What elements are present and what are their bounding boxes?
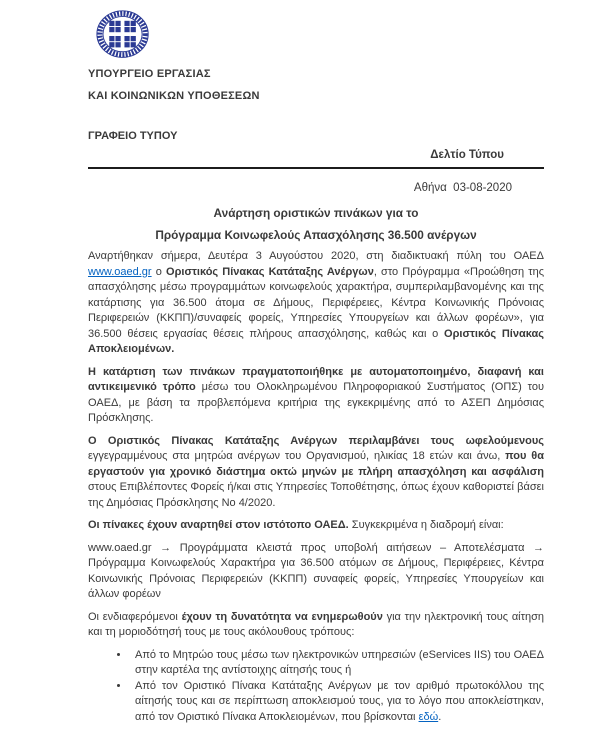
text-segment: . <box>438 710 442 723</box>
paragraph-information-options <box>88 610 544 641</box>
paragraph-tables-posted <box>88 518 544 534</box>
text-segment: Από τον Οριστικό Πίνακα Κατάταξης Ανέργων με τον αριθμό πρωτοκόλλου της αίτησής τους και σε περίπτωση αποκλεισμού τους, για το λόγο που αποκλείστηκαν, από τον Οριστικό Πίνακα Αποκλειομένων, που βρίσκονται <box>135 679 544 723</box>
text-segment: Η κατάρτιση των πινάκων πραγματοποιήθηκε με αυτοματοποιημένο, διαφανή και αντικειμενικό τρόπο <box>88 365 544 393</box>
doc-type-label: Δελτίο Τύπου <box>430 149 504 161</box>
ministry-name-line2: ΚΑΙ ΚΟΙΝΩΝΙΚΩΝ ΥΠΟΘΕΣΕΩΝ <box>88 90 260 102</box>
text-segment: Συγκεκριμένα η διαδρομή είναι: <box>348 519 504 531</box>
press-office-label: ΓΡΑΦΕΙΟ ΤΥΠΟΥ <box>88 130 178 142</box>
bullet-final-table <box>130 679 544 726</box>
text-segment: Οριστικός Πίνακας Αποκλειομένων. <box>88 327 544 355</box>
text-segment: Οριστικός Πίνακας Κατάταξης Ανέργων <box>166 265 374 278</box>
text-segment: για την ηλεκτρονική τους αίτηση και τη μοριοδότησή τους με τους ακόλουθους τρόπους: <box>88 610 544 638</box>
hellenic-republic-emblem-icon <box>95 10 152 62</box>
text-segment: www.oaed.gr → Προγράμματα κλειστά προς υποβολή αιτήσεων – Αποτελέσματα → Πρόγραμμα Κοινωφελούς Χαρακτήρα για 36.500 ατόμων σε Δήμους, Περιφέρειες, Κέντρα Κοινωνικής Πρόνοιας Περιφερειών (ΚΚΠΠ) συναφείς φορείς, Υπηρεσίες Υπουργείων και άλλων φορέων <box>88 541 544 600</box>
text-segment: στους Επιβλέποντες Φορείς ή/και στις Υπηρεσίες Τοποθέτησης, όπως έχουν καθοριστεί βάσει της Δημόσιας Πρόσκλησης Νο 4/2020. <box>88 481 544 509</box>
text-segment: που θα εργαστούν για χρονικό διάστημα οκτώ μηνών με πλήρη απασχόληση και ασφάλιση <box>88 450 544 478</box>
paragraph-methodology <box>88 365 544 427</box>
title-line1: Ανάρτηση οριστικών πινάκων για το <box>213 206 419 220</box>
text-segment: εγγεγραμμένους στα μητρώα ανέργων του Οργανισμού, ηλικίας 18 ετών και άνω, <box>88 450 506 462</box>
title-line2: Πρόγραμμα Κοινωφελούς Απασχόλησης 36.500 ανέργων <box>155 228 477 242</box>
text-segment: Ο Οριστικός Πίνακας Κατάταξης Ανέργων περιλαμβάνει τους ωφελούμενους <box>88 434 544 447</box>
text-segment: μέσω του Ολοκληρωμένου Πληροφοριακού Συστήματος (ΟΠΣ) του ΟΑΕΔ, με βάση τα προβλεπόμενα κριτήρια της εγκεκριμένης από το ΑΣΕΠ Δημόσιας Πρόσκλησης. <box>88 381 545 424</box>
text-segment: έχουν τη δυνατότητα να ενημερωθούν <box>181 610 383 623</box>
paragraph-beneficiaries <box>88 434 544 512</box>
info-methods-list <box>88 648 544 726</box>
text-segment: ο <box>151 265 167 278</box>
text-segment: Από το Μητρώο τους μέσω των ηλεκτρονικών υπηρεσιών (eServices IIS) του ΟΑΕΔ στην καρτέλα της αντίστοιχης αίτησής τους ή <box>135 648 544 676</box>
text-segment: Οι ενδιαφερόμενοι <box>88 610 182 623</box>
text-segment: Οι πίνακες έχουν αναρτηθεί στον ιστότοπο ΟΑΕΔ. <box>88 519 349 531</box>
oaed-website-link[interactable]: www.oaed.gr <box>88 265 152 278</box>
edo-here-link[interactable]: εδώ <box>418 710 439 723</box>
text-segment: Αναρτήθηκαν σήμερα, Δευτέρα 3 Αυγούστου 2020, στη διαδικτυακή πύλη του ΟΑΕΔ <box>88 250 544 262</box>
doc-type-header <box>88 149 544 169</box>
ministry-name-line1: ΥΠΟΥΡΓΕΙΟ ΕΡΓΑΣΙΑΣ <box>88 68 211 80</box>
text-segment: , στο Πρόγραμμα «Προώθηση της απασχόλησης μέσω προγραμμάτων κοινωφελούς χαρακτήρα, συμπεριλαμβανομένης και της κατάρτισης για 36.500 άτομα σε Δήμους, Περιφέρειες, Κέντρα Κοινωνικής Πρόνοιας Περιφερειών (ΚΚΠΠ)/συναφείς φορείς, Υπηρεσίες Υπουργείων και άλλων φορέων», για 36.500 θέσεις εργασίας θέσεις πλήρους απασχόλησης, καθώς και ο <box>88 265 544 340</box>
emblem-cross-tiles <box>109 21 136 48</box>
dateline: Αθήνα 03-08-2020 <box>413 182 512 194</box>
paragraph-site-path <box>88 541 544 603</box>
paragraph-announcement <box>88 249 544 358</box>
bullet-eservices <box>130 648 544 679</box>
